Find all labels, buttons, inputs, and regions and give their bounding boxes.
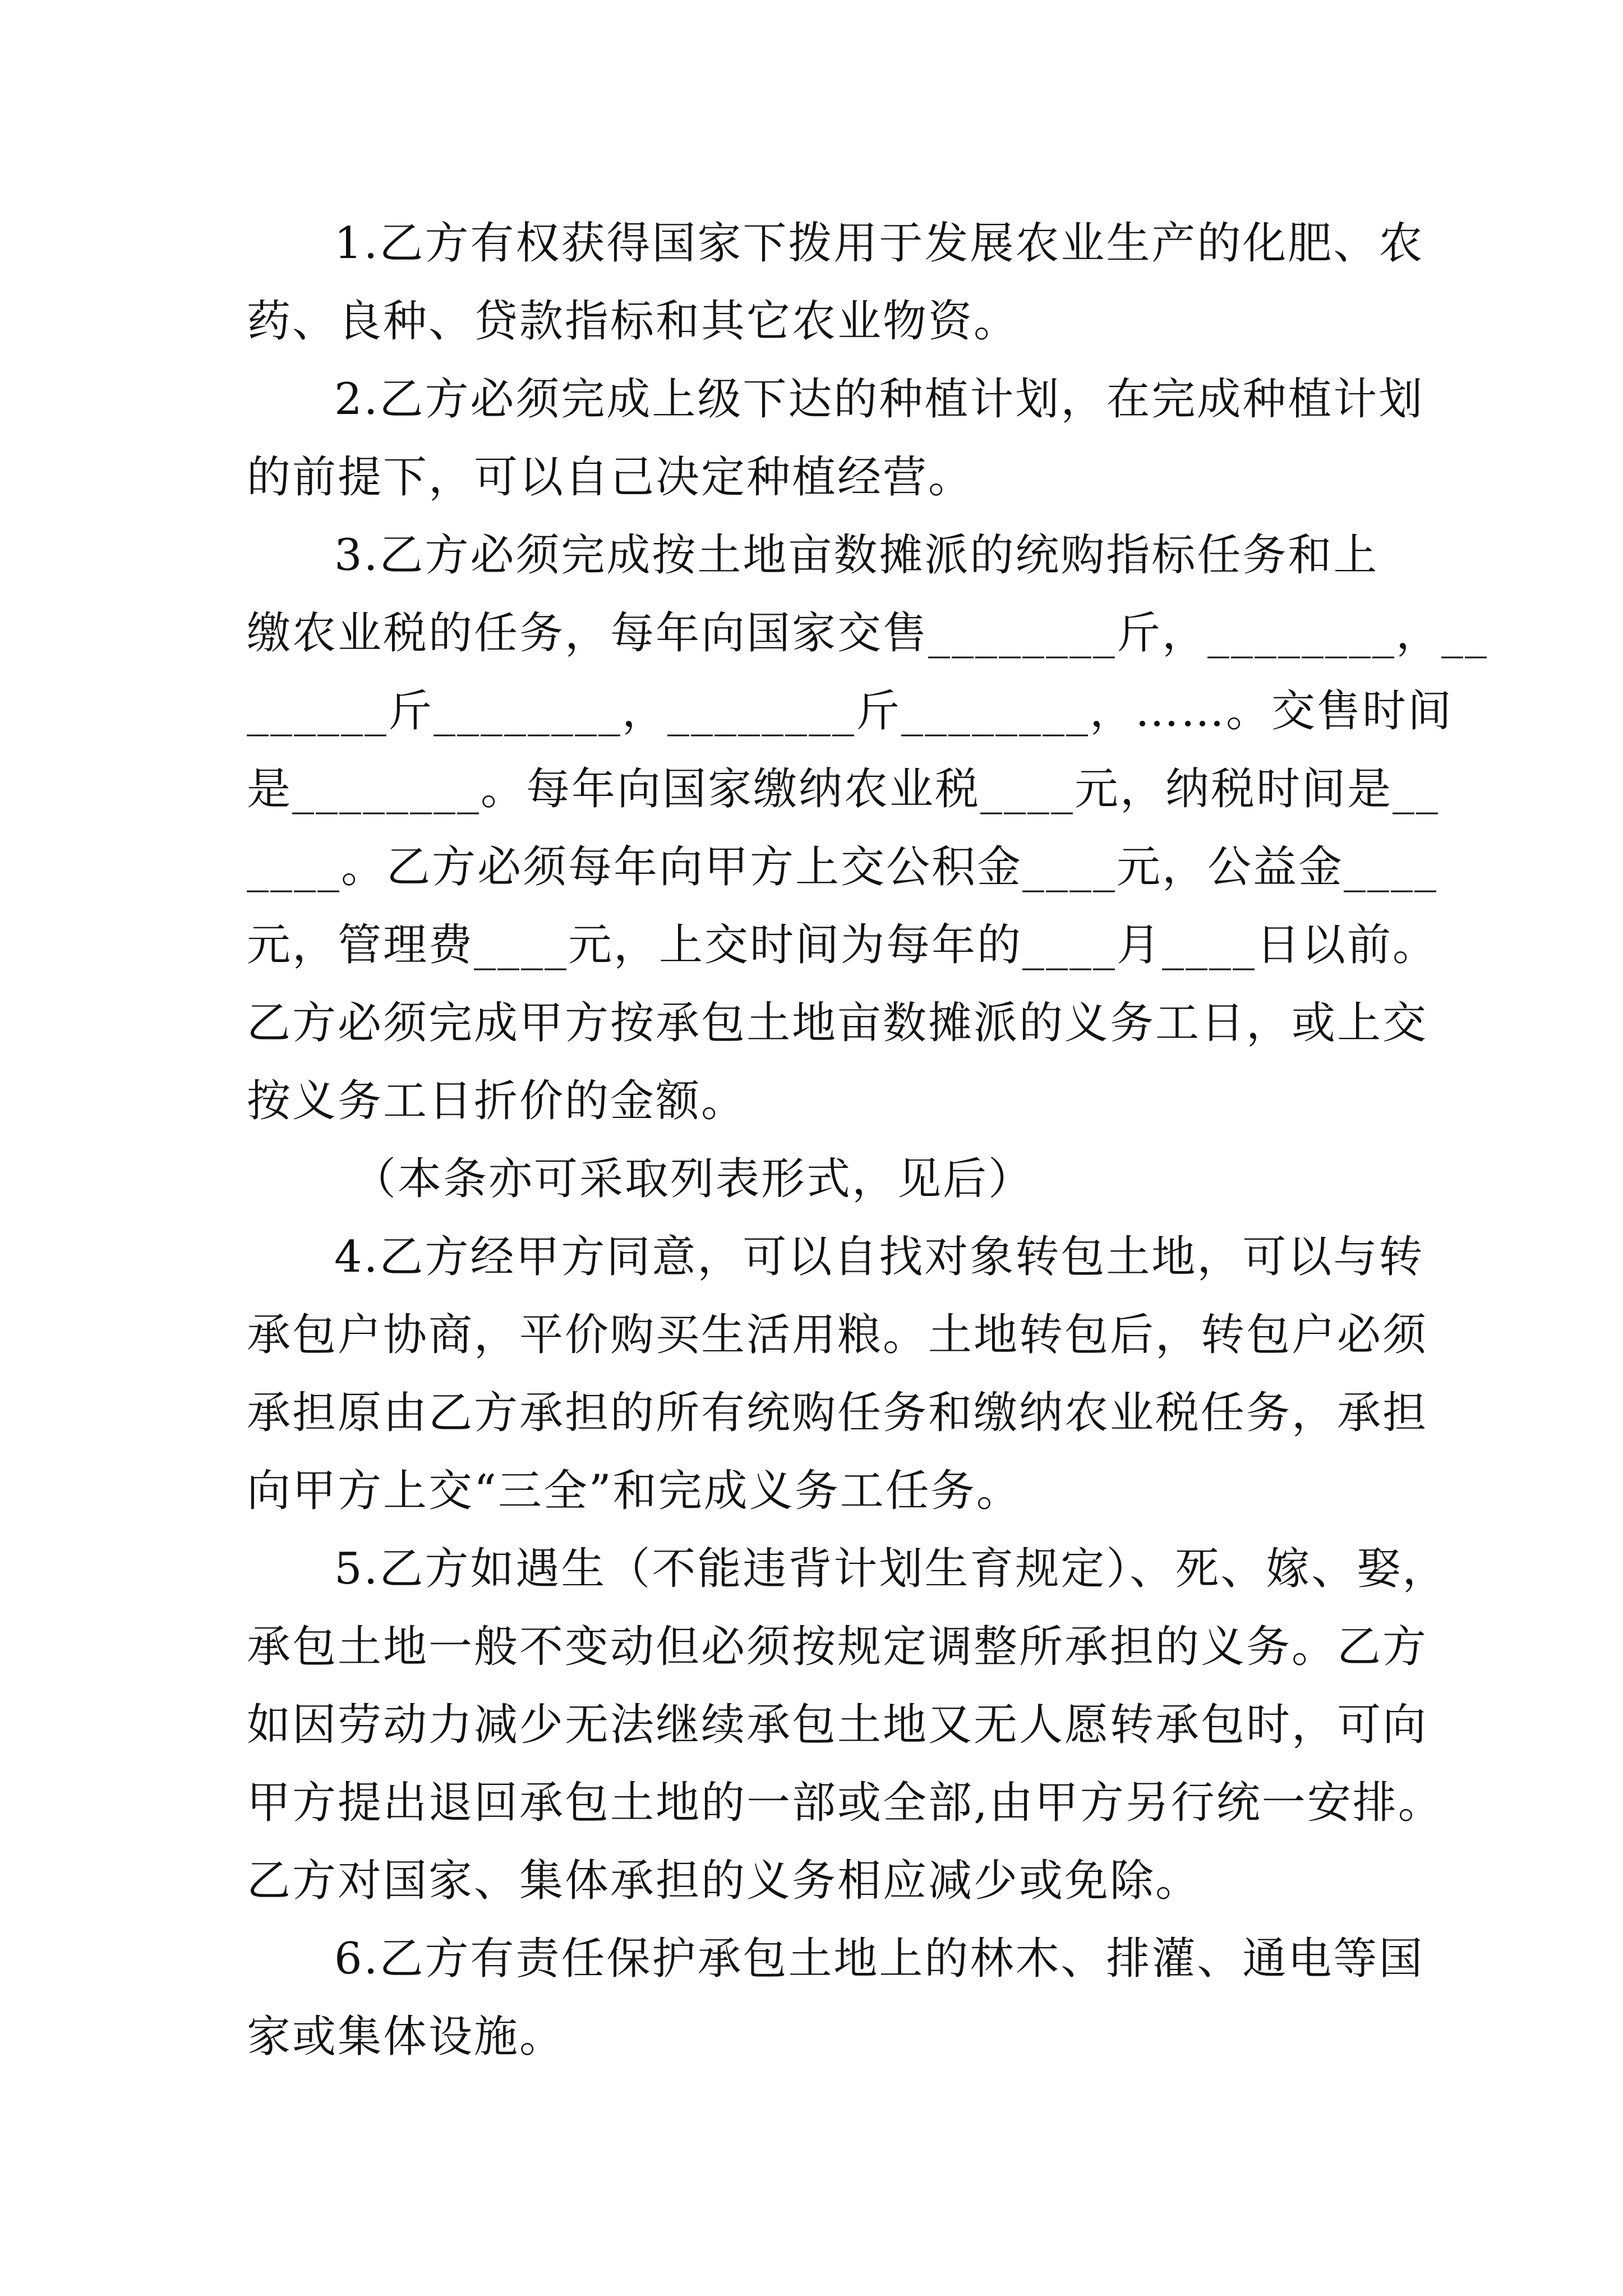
clause-3-note: （本条亦可采取列表形式，见后） — [352, 1154, 1034, 1204]
clause-3-line-6: 元，管理费____元，上交时间为每年的____月____日以前。 — [247, 920, 1438, 970]
clause-1-line-2: 药、良种、贷款指标和其它农业物资。 — [247, 296, 1020, 347]
clause-3-line-2: 缴农业税的任务，每年向国家交售________斤，________，__ — [247, 608, 1489, 659]
clause-4-line-2: 承包户协商，平价购买生活用粮。土地转包后，转包户必须 — [247, 1310, 1428, 1360]
clause-3-line-3: ______斤________，________斤________，……。交售时间 — [247, 686, 1454, 737]
clause-5-line-1: 5.乙方如遇生（不能违背计划生育规定）、死、嫁、娶， — [334, 1544, 1448, 1594]
clause-3-line-7: 乙方必须完成甲方按承包土地亩数摊派的义务工日，或上交 — [247, 998, 1428, 1048]
clause-6-line-1: 6.乙方有责任保护承包土地上的林木、排灌、通电等国 — [334, 1934, 1424, 1984]
clause-4-line-4: 向甲方上交“三全”和完成义务工任务。 — [247, 1466, 1022, 1516]
clause-2-line-1: 2.乙方必须完成上级下达的种植计划，在完成种植计划 — [334, 374, 1424, 425]
clause-3-line-5: ____。乙方必须每年向甲方上交公积金____元，公益金____ — [247, 842, 1438, 892]
clause-2-line-2: 的前提下，可以自己决定种植经营。 — [247, 452, 974, 503]
document-body — [247, 205, 1489, 2076]
clause-5-line-5: 乙方对国家、集体承担的义务相应减少或免除。 — [247, 1856, 1201, 1906]
clause-4-line-1: 4.乙方经甲方同意，可以自找对象转包土地，可以与转 — [334, 1232, 1424, 1282]
clause-1-line-1: 1.乙方有权获得国家下拨用于发展农业生产的化肥、农 — [334, 218, 1424, 269]
clause-3-line-4: 是________。每年向国家缴纳农业税____元，纳税时间是__ — [247, 764, 1440, 815]
clause-4-line-3: 承担原由乙方承担的所有统购任务和缴纳农业税任务，承担 — [247, 1388, 1428, 1438]
clause-5-line-3: 如因劳动力减少无法继续承包土地又无人愿转承包时，可向 — [247, 1700, 1428, 1750]
clause-3-line-1: 3.乙方必须完成按土地亩数摊派的统购指标任务和上 — [334, 530, 1379, 581]
clause-6-line-2: 家或集体设施。 — [247, 2012, 565, 2062]
clause-5-line-2: 承包土地一般不变动但必须按规定调整所承担的义务。乙方 — [247, 1622, 1428, 1672]
clause-5-line-4: 甲方提出退回承包土地的一部或全部,由甲方另行统一安排。 — [247, 1778, 1444, 1828]
clause-3-line-8: 按义务工日折价的金额。 — [247, 1076, 747, 1126]
